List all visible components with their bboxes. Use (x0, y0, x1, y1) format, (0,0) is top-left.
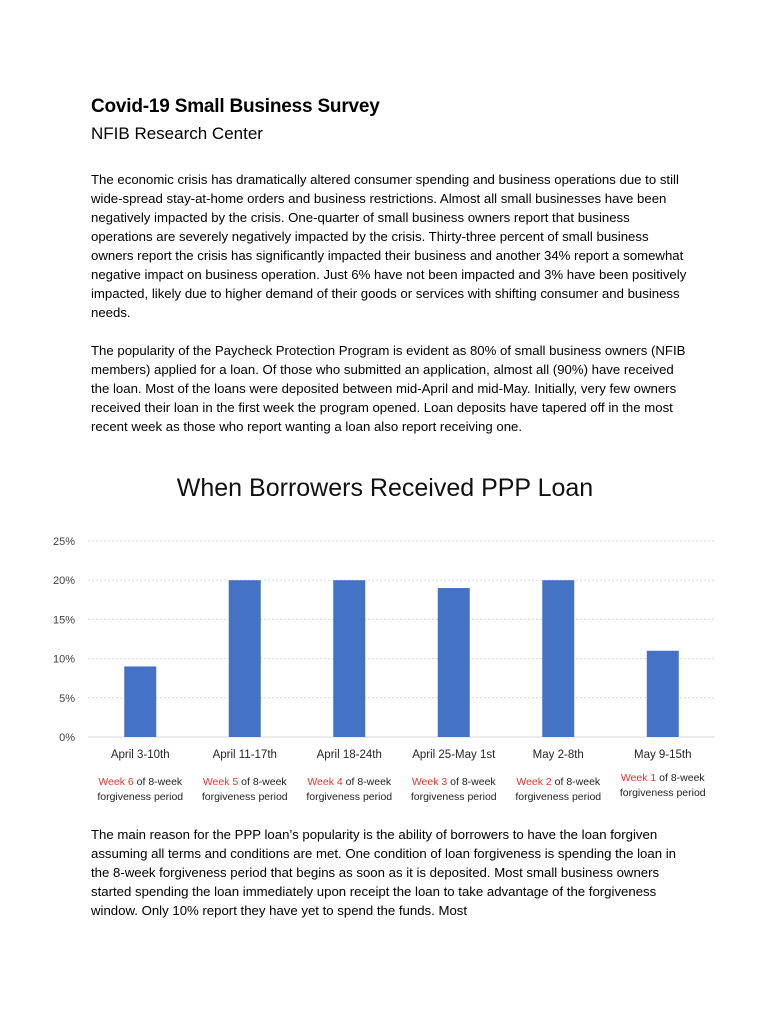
week-note-line2: forgiveness period (201, 791, 288, 803)
y-tick-label: 15% (52, 614, 75, 627)
week-note (193, 775, 297, 805)
week-note-line2: forgiveness period (306, 791, 393, 803)
week-note (402, 775, 506, 805)
week-note-label: Week 5 (202, 776, 239, 788)
bar (229, 580, 261, 737)
bar (438, 588, 470, 737)
y-tick-label: 5% (59, 692, 75, 705)
week-note-rest: of 8-week (238, 776, 287, 788)
week-note-label: Week 3 (411, 776, 448, 788)
x-tick-label: April 18-24th (316, 749, 382, 761)
bar (124, 666, 156, 737)
week-note-rest: of 8-week (551, 776, 601, 788)
paragraph-crisis-impact: The economic crisis has dramatically altered consumer spending and business operations due to still wide-spread stay-at-home orders and business restrictions. Almost all small businesses have been negatively impacted by the crisis. One-quarter of small business owners report that business operations are severely negatively impacted by the crisis. Thirty-three percent of small business owners report the crisis has significantly impacted their business and another 34% report a somewhat negative impact on business operation. Just 6% have not been impacted and 3% have been positively impacted, likely due to higher demand of their goods or services with shifting consumer and business needs. (91, 172, 687, 320)
paragraph-loan-forgiveness: The main reason for the PPP loan’s popularity is the ability of borrowers to have the loan forgiven assuming all terms and conditions are met. One condition of loan forgiveness is spending the loan in the 8-week forgiveness period that begins as soon as it is deposited. Most small business owners started spending the loan immediately upon receipt the loan to take advantage of the forgiveness window. Only 10% report they have yet to spend the funds. Most (91, 827, 676, 918)
week-note-line2: forgiveness period (619, 787, 706, 799)
week-note (506, 775, 610, 805)
week-note-label: Week 4 (307, 776, 343, 788)
week-note-rest: of 8-week (133, 776, 183, 788)
week-note-rest: of 8-week (656, 772, 705, 784)
week-note (611, 771, 715, 801)
paragraph-ppp-popularity: The popularity of the Paycheck Protection Program is evident as 80% of small business owners (NFIB members) applied for a loan. Of those who submitted an application, almost all (90%) have received the loan. Most of the loans were deposited between mid-April and mid-May. Initially, very few owners received their loan in the first week the program opened. Loan deposits have tapered off in the most recent week as those who report wanting a loan also report receiving one. (91, 343, 686, 434)
x-tick-label: April 3-10th (110, 749, 170, 761)
document-title: Covid-19 Small Business Survey (91, 96, 380, 117)
week-note-label: Week 2 (516, 776, 552, 788)
bar (647, 651, 679, 737)
x-tick-label: April 11-17th (212, 749, 277, 761)
week-note-line2: forgiveness period (410, 791, 497, 803)
week-note-rest: of 8-week (342, 776, 392, 788)
y-tick-label: 0% (59, 732, 75, 744)
chart-title: When Borrowers Received PPP Loan (176, 474, 594, 502)
x-tick-label: April 25-May 1st (412, 749, 496, 761)
x-tick-label: May 9-15th (633, 749, 692, 761)
y-tick-label: 25% (52, 536, 75, 548)
week-note-label: Week 1 (620, 772, 657, 784)
bar (542, 580, 574, 737)
week-note-line2: forgiveness period (97, 791, 184, 803)
week-note-line2: forgiveness period (515, 791, 602, 803)
week-note-rest: of 8-week (447, 776, 496, 788)
x-tick-label: May 2-8th (532, 749, 584, 761)
bar (333, 580, 365, 737)
week-note-label: Week 6 (98, 776, 134, 788)
week-note (88, 775, 192, 805)
y-tick-label: 10% (52, 653, 75, 666)
document-subtitle: NFIB Research Center (91, 124, 263, 143)
y-tick-label: 20% (52, 575, 75, 588)
week-note (297, 775, 401, 805)
